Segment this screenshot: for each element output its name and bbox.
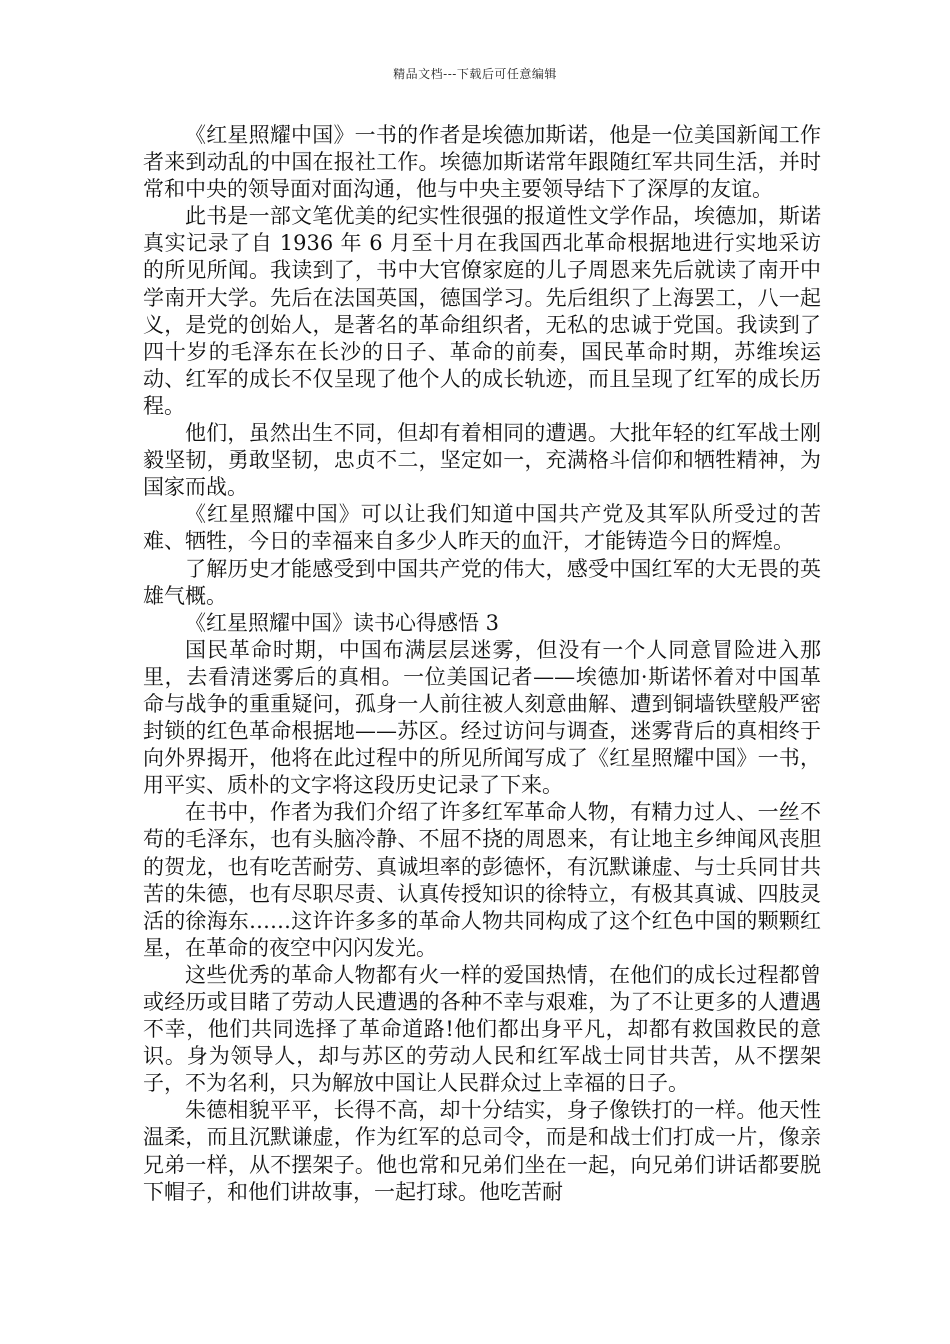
document-body [143, 122, 821, 1206]
paragraph: 这些优秀的革命人物都有火一样的爱国热情，在他们的成长过程都曾或经历或目睹了劳动人民遭遇的各种不幸与艰难，为了不让更多的人遭遇不幸，他们共同选择了革命道路!他们都出身平凡，却都有救国救民的意识。身为领导人，却与苏区的劳动人民和红军战士同甘共苦，从不摆架子，不为名利，只为解放中国让人民群众过上幸福的日子。 [143, 962, 821, 1096]
paragraph: 他们，虽然出生不同，但却有着相同的遭遇。大批年轻的红军战士刚毅坚韧，勇敢坚韧，忠贞不二，坚定如一，充满格斗信仰和牺牲精神，为国家而战。 [143, 421, 821, 500]
paragraph: 《红星照耀中国》一书的作者是埃德加斯诺，他是一位美国新闻工作者来到动乱的中国在报社工作。埃德加斯诺常年跟随红军共同生活，并时常和中央的领导面对面沟通，他与中央主要领导结下了深厚的友谊。 [143, 123, 821, 202]
section-heading: 《红星照耀中国》读书心得感悟 3 [185, 610, 500, 635]
page-header: 精品文档---下载后可任意编辑 [393, 67, 557, 81]
paragraph: 了解历史才能感受到中国共产党的伟大，感受中国红军的大无畏的英雄气概。 [143, 556, 821, 608]
paragraph: 此书是一部文笔优美的纪实性很强的报道性文学作品，埃德加，斯诺真实记录了自 1936 年 6 月至十月在我国西北革命根据地进行实地采访的所见所闻。我读到了，书中大官僚家庭的儿子周恩来先后就读了南开中学南开大学。先后在法国英国，德国学习。先后组织了上海罢工，八一起义，是党的创始人，是著名的革命组织者，无私的忠诚于党国。我读到了四十岁的毛泽东在长沙的日子、革命的前奏，国民革命时期，苏维埃运动、红军的成长不仅呈现了他个人的成长轨迹，而且呈现了红军的成长历程。 [143, 204, 821, 418]
paragraph: 朱德相貌平平，长得不高，却十分结实，身子像铁打的一样。他天性温柔，而且沉默谦虚，作为红军的总司令，而是和战士们打成一片，像亲兄弟一样，从不摆架子。他也常和兄弟们坐在一起，向兄弟们讲话都要脱下帽子，和他们讲故事，一起打球。他吃苦耐 [143, 1098, 821, 1204]
paragraph: 在书中，作者为我们介绍了许多红军革命人物，有精力过人、一丝不苟的毛泽东，也有头脑冷静、不屈不挠的周恩来，有让地主乡绅闻风丧胆的贺龙，也有吃苦耐劳、真诚坦率的彭德怀，有沉默谦虚、与士兵同甘共苦的朱德，也有尽职尽责、认真传授知识的徐特立，有极其真诚、四肢灵活的徐海东……这许许多多的革命人物共同构成了这个红色中国的颗颗红星，在革命的夜空中闪闪发光。 [143, 800, 821, 960]
paragraph: 国民革命时期，中国布满层层迷雾，但没有一个人同意冒险进入那里，去看清迷雾后的真相。一位美国记者——埃德加·斯诺怀着对中国革命与战争的重重疑问，孤身一人前往被人刻意曲解、遭到铜墙铁壁般严密封锁的红色革命根据地——苏区。经过访问与调查，迷雾背后的真相终于向外界揭开，他将在此过程中的所见所闻写成了《红星照耀中国》一书，用平实、质朴的文字将这段历史记录了下来。 [143, 637, 821, 798]
paragraph: 《红星照耀中国》可以让我们知道中国共产党及其军队所受过的苦难、牺牲，今日的幸福来自多少人昨天的血汗，才能铸造今日的辉煌。 [143, 502, 821, 554]
